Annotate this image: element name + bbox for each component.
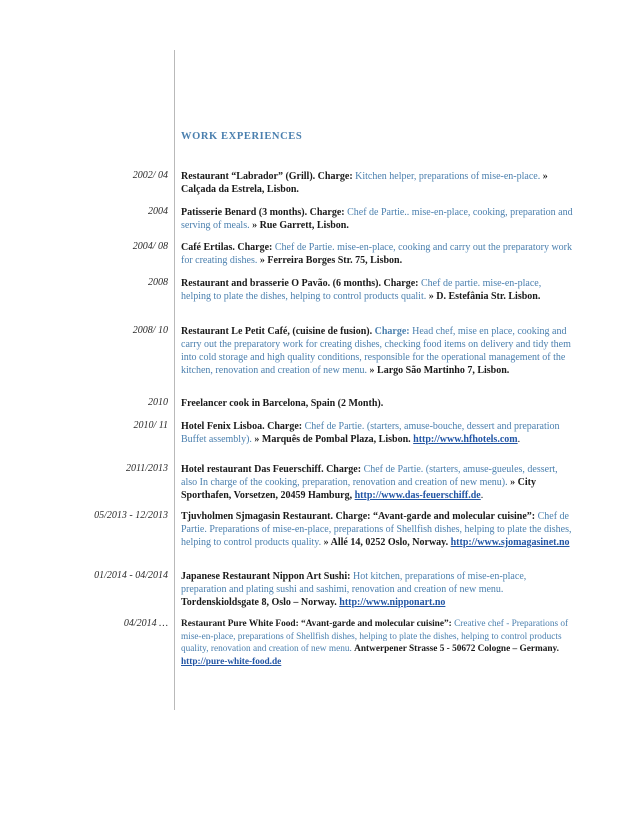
entry-date: 05/2013 - 12/2013 <box>94 510 168 521</box>
entry-address: » City Sporthafen, Vorsetzen, 20459 Hamburg, <box>181 477 536 501</box>
section-title: WORK EXPERIENCES <box>181 131 303 142</box>
entry-description <box>181 397 573 410</box>
entry-place: Japanese Restaurant Nippon Art Sushi: <box>181 571 351 582</box>
entry-date: 2008 <box>148 277 168 288</box>
entry-description <box>181 206 573 232</box>
entry-place: Hotel Fenix Lisboa. <box>181 421 265 432</box>
entry-address: » Rue Garrett, Lisbon. <box>252 220 349 231</box>
entry-place: Café Ertilas. <box>181 242 235 253</box>
entry-address: Tordenskioldsgate 8, Oslo – Norway. <box>181 597 337 608</box>
charge-label: Charge: <box>374 326 410 337</box>
entry-description <box>181 241 573 267</box>
entry-address: » Marquês de Pombal Plaza, Lisbon. <box>254 434 411 445</box>
entry-address: » Ferreira Borges Str. 75, Lisbon. <box>259 255 403 266</box>
charge-label: Charge: <box>383 278 419 289</box>
website-link[interactable]: http://www.hfhotels.com <box>413 434 518 445</box>
vertical-divider <box>174 50 175 710</box>
charge-label: Charge: <box>237 242 273 253</box>
entry-description <box>181 618 573 668</box>
charge-label: Charge: <box>267 421 303 432</box>
entry-role: Chef de Partie. Preparations of mise-en-place, preparations of Shellfish dishes, helping to plate the dishes, helping to control products quality. <box>181 511 572 548</box>
entry-description <box>181 325 573 377</box>
link-suffix: . <box>517 434 521 445</box>
charge-label: Charge: <box>309 207 345 218</box>
entry-role: Kitchen helper, preparations of mise-en-place. <box>355 171 541 182</box>
entry-description <box>181 170 573 196</box>
entry-address: Antwerpener Strasse 5 - 50672 Cologne – Germany. <box>354 644 560 654</box>
entry-role: Chef de Partie. mise-en-place, cooking and carry out the preparatory work for creating dishes. <box>181 242 572 266</box>
charge-label: Charge: <box>335 511 371 522</box>
website-link[interactable]: http://www.das-feuerschiff.de <box>354 490 481 501</box>
link-suffix: . <box>480 490 484 501</box>
website-link[interactable]: http://pure-white-food.de <box>181 656 282 667</box>
charge-label: Charge: <box>317 171 353 182</box>
entry-description <box>181 510 573 549</box>
entry-description <box>181 463 573 502</box>
entry-place: Patisserie Benard (3 months). <box>181 207 308 218</box>
entry-date: 01/2014 - 04/2014 <box>94 570 168 581</box>
entry-date: 2010/ 11 <box>133 420 168 431</box>
entry-description <box>181 570 573 609</box>
entry-date: 2004 <box>148 206 168 217</box>
entry-place: Restaurant “Labrador” (Grill). <box>181 171 316 182</box>
entry-role: Chef de Partie.. mise-en-place, cooking, preparation and serving of meals. <box>181 207 573 231</box>
entry-address: » Allé 14, 0252 Oslo, Norway. <box>323 537 449 548</box>
website-link[interactable]: http://www.nipponart.no <box>339 597 446 608</box>
entry-role: Chef de Partie. (starters, amuse-gueules, dessert, also In charge of the cooking, preparation, renovation and creation of new menu). <box>181 464 558 488</box>
entry-place: Freelancer cook in Barcelona, Spain (2 Month). <box>181 398 384 409</box>
charge-label: Charge: <box>326 464 362 475</box>
entry-date: 2002/ 04 <box>132 170 168 181</box>
entry-place: Hotel restaurant Das Feuerschiff. <box>181 464 324 475</box>
entry-cuisine: “Avant-garde and molecular cuisine”: <box>301 619 452 629</box>
website-link[interactable]: http://www.sjomagasinet.no <box>450 537 570 548</box>
entry-date: 04/2014 … <box>123 618 168 629</box>
entry-address: » Calçada da Estrela, Lisbon. <box>181 171 548 195</box>
entry-role: Hot kitchen, preparations of mise-en-place, preparation and plating sushi and sashimi, renovation and creation of new menu. <box>181 571 527 595</box>
entry-role: Creative chef - Preparations of mise-en-place, preparations of Shellfish dishes, helping to plate the dishes, helping to control products quality, renovation and creation of new menu. <box>181 619 569 654</box>
entry-role: Chef de Partie. (starters, amuse-bouche, dessert and preparation Buffet assembly). <box>181 421 560 445</box>
entry-date: 2004/ 08 <box>132 241 168 252</box>
entry-role: Head chef, mise en place, cooking and carry out the preparatory work for creating dishes, checking food items on delivery and tidy them into cold storage and high quality conditions, responsible for the operational management of the kitchen, renovation and creation of new menu. <box>181 326 571 376</box>
entry-description <box>181 420 573 446</box>
entry-address: » D. Estefânia Str. Lisbon. <box>428 291 541 302</box>
entry-date: 2010 <box>148 397 168 408</box>
entry-place: Restaurant Le Petit Café, (cuisine de fusion). <box>181 326 373 337</box>
entry-place: Restaurant Pure White Food: <box>181 619 299 629</box>
entry-date: 2011/2013 <box>125 463 168 474</box>
entry-role: Chef de partie. mise-en-place, helping to plate the dishes, helping to control products qualit. <box>181 278 542 302</box>
entry-address: » Largo São Martinho 7, Lisbon. <box>369 365 510 376</box>
entry-description <box>181 277 573 303</box>
entry-place: Tjuvholmen Sjmagasin Restaurant. <box>181 511 333 522</box>
entry-date: 2008/ 10 <box>132 325 168 336</box>
entry-cuisine: “Avant-garde and molecular cuisine”: <box>372 511 536 522</box>
entry-place: Restaurant and brasserie O Pavão. (6 months). <box>181 278 381 289</box>
